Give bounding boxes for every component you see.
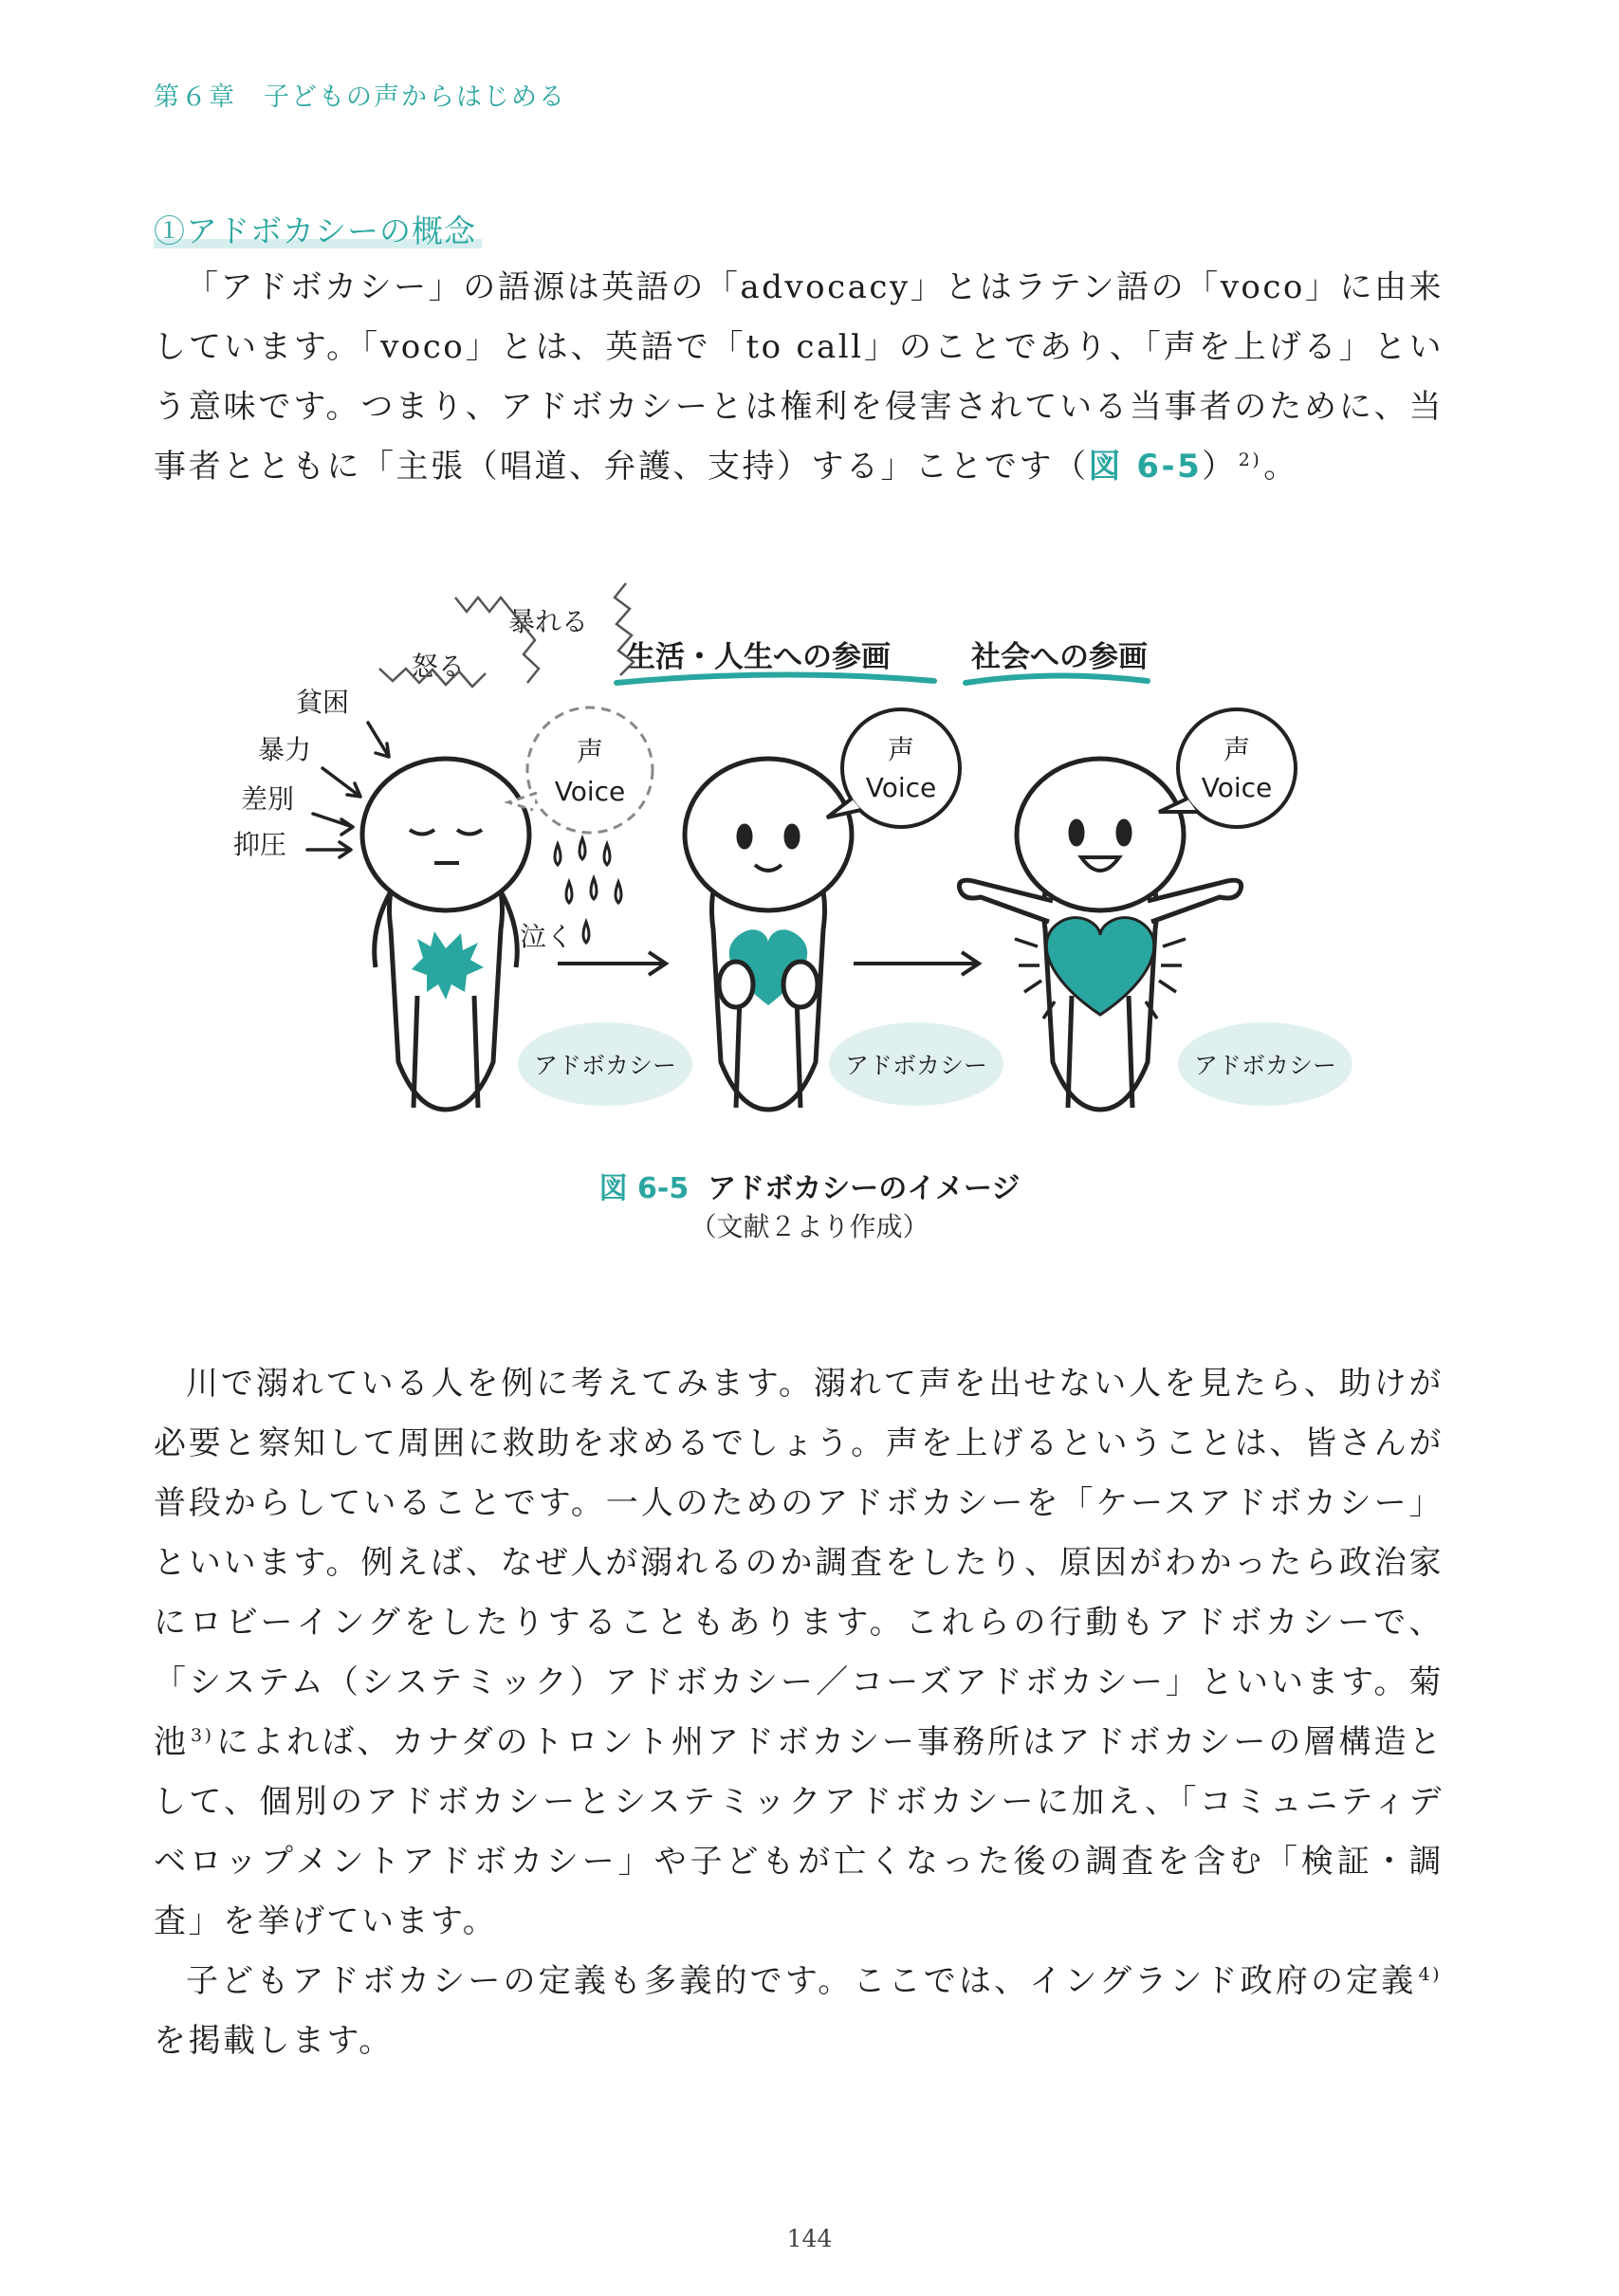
- advocacy-badge: [518, 1022, 692, 1106]
- voice-bubble: [827, 709, 960, 827]
- voice-bubble-dashed: [508, 707, 653, 833]
- paragraph-text: を掲載します。: [154, 2022, 394, 2060]
- citation-marker: 2): [1238, 449, 1262, 470]
- paragraph-text: 「アドボカシー」の語源は英語の「advocacy」とはラテン語の「voco」に由来しています。「voco」とは、英語で「to call」のことであり、「声を上げる」という意味です。つまり、アドボカシーとは権利を侵害されている当事者のために、当事者とともに「主張（唱道、弁護、支持）する」ことです（: [154, 268, 1444, 486]
- advocacy-label: アドボカシー: [844, 1052, 988, 1079]
- label-violence: 暴力: [258, 734, 312, 765]
- progress-arrow-icon: [558, 952, 666, 975]
- paragraph-text: 川で溺れている人を例に考えてみます。溺れて声を出せない人を見たら、助けが必要と察知して周囲に救助を求めるでしょう。声を上げるということは、皆さんが普段からしていることです。一人のためのアドボカシーを「ケースアドボカシー」といいます。例えば、なぜ人が溺れるのか調査をしたり、原因がわかったら政治家にロビーイングをしたりすることもあります。これらの行動もアドボカシーで、「システム（システミック）アドボカシー／コーズアドボカシー」といいます。菊池: [154, 1365, 1444, 1761]
- sad-person: [362, 759, 529, 1110]
- advocacy-label: アドボカシー: [1193, 1052, 1337, 1079]
- voice-english: Voice: [554, 776, 626, 807]
- advocacy-label: アドボカシー: [533, 1052, 677, 1079]
- paragraph-child-advocacy-definition: [154, 1952, 1444, 2071]
- header-life-participation: 生活・人生への参画: [626, 640, 891, 674]
- header-society-participation: 社会への参画: [971, 640, 1148, 674]
- paragraph-text: 子どもアドボカシーの定義も多義的です。ここでは、イングランド政府の定義: [186, 1962, 1417, 2000]
- citation-marker: 4): [1418, 1963, 1442, 1985]
- header-society-underline: [966, 675, 1148, 683]
- label-rampage: 暴れる: [508, 606, 589, 637]
- paragraph-text: 。: [1263, 448, 1298, 486]
- figure-number: 図 6-5: [598, 1172, 690, 1205]
- header-life-underline: [616, 674, 934, 683]
- section-heading: [154, 207, 476, 250]
- running-head: 第６章 子どもの声からはじめる: [154, 83, 566, 112]
- progress-arrow-icon: [854, 952, 979, 975]
- paragraph-text: ）: [1202, 448, 1237, 486]
- smiling-person: [685, 759, 852, 1110]
- page-number: 144: [786, 2225, 833, 2252]
- voice-kanji: 声: [576, 736, 604, 767]
- label-cry: 泣く: [520, 921, 574, 952]
- voice-english: Voice: [1201, 772, 1273, 803]
- figure-reference-link[interactable]: 図 6-5: [1088, 448, 1203, 486]
- citation-marker: 3): [191, 1724, 214, 1746]
- paragraph-drowning-example: [154, 1354, 1444, 1952]
- figure-caption-title: [0, 1165, 1619, 1206]
- advocacy-badge: [829, 1022, 1003, 1106]
- paragraph-advocacy-etymology: [154, 258, 1444, 497]
- figure-caption-source: （文献２より作成）: [690, 1211, 929, 1242]
- advocacy-image-figure: [0, 569, 1619, 1252]
- voice-english: Voice: [865, 772, 937, 803]
- label-anger: 怒る: [412, 651, 466, 682]
- advocacy-illustration: [0, 569, 1619, 1157]
- advocacy-badge: [1178, 1022, 1352, 1106]
- voice-kanji: 声: [887, 734, 915, 765]
- voice-bubble: [1159, 709, 1296, 827]
- label-oppression: 抑圧: [233, 829, 287, 860]
- label-discrimination: 差別: [241, 783, 295, 815]
- paragraph-text: によれば、カナダのトロント州アドボカシー事務所はアドボカシーの層構造として、個別のアドボカシーとシステミックアドボカシーに加え、「コミュニティデベロップメントアドボカシー」や子どもが亡くなった後の調査を含む「検証・調査」を挙げています。: [154, 1723, 1444, 1940]
- figure-title: アドボカシーのイメージ: [708, 1172, 1021, 1205]
- voice-kanji: 声: [1223, 734, 1251, 765]
- label-poverty: 貧困: [296, 687, 350, 718]
- section-heading-text: ①アドボカシーの概念: [154, 212, 476, 249]
